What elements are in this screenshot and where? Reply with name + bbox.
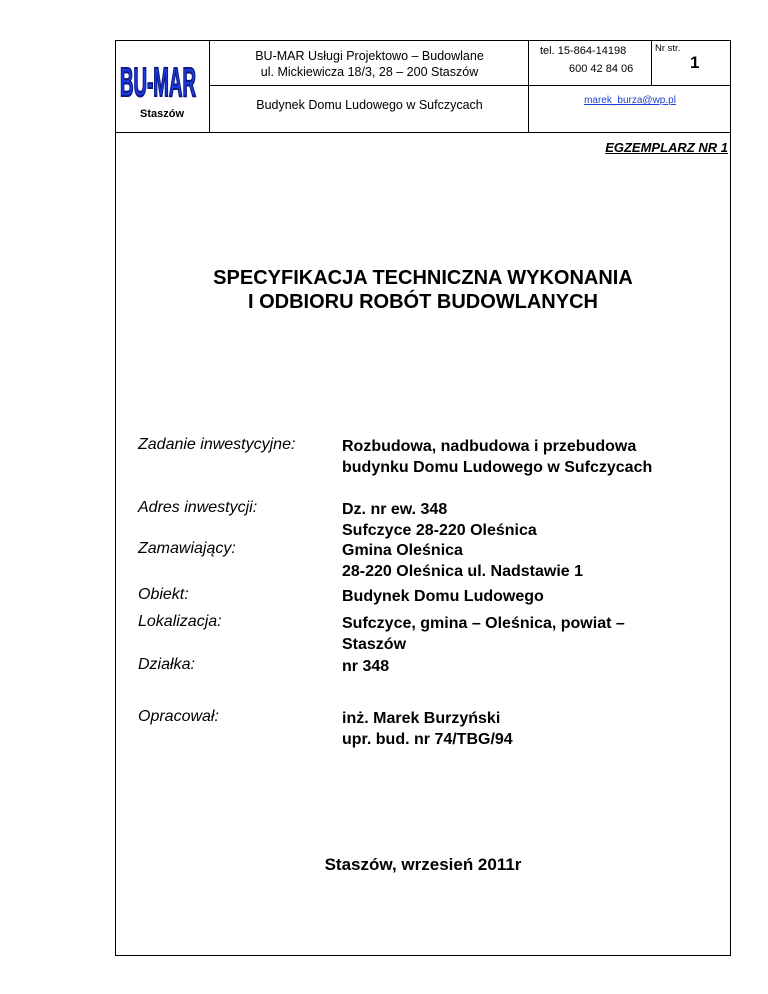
company-info: [212, 48, 527, 80]
place-date: Staszów, wrzesień 2011r: [324, 855, 522, 874]
company-address: ul. Mickiewicza 18/3, 28 – 200 Staszów: [260, 65, 479, 79]
field-label: Obiekt:: [138, 586, 189, 603]
header-divider: [528, 40, 529, 133]
field-value-line: Sufczyce, gmina – Oleśnica, powiat –: [342, 615, 625, 632]
field-value: [342, 656, 389, 677]
header-divider: [651, 40, 652, 85]
title-line-1: SPECYFIKACJA TECHNICZNA WYKONANIA: [213, 267, 633, 289]
logo-text: BU-MAR: [120, 59, 196, 105]
header-divider: [209, 40, 210, 133]
page-frame: [115, 40, 731, 956]
field-value-line: Rozbudowa, nadbudowa i przebudowa: [342, 438, 637, 455]
field-value-line: Budynek Domu Ludowego: [342, 588, 544, 605]
bu-mar-logo: [117, 58, 199, 108]
building-name: Budynek Domu Ludowego w Sufczycach: [256, 98, 483, 112]
field-label: Adres inwestycji:: [138, 499, 258, 516]
field-value-line: Gmina Oleśnica: [342, 542, 463, 559]
title-line-2: I ODBIORU ROBÓT BUDOWLANYCH: [248, 291, 598, 313]
field-value: [342, 586, 544, 607]
field-value-line: inż. Marek Burzyński: [342, 710, 501, 727]
field-value: [342, 540, 583, 582]
company-name: BU-MAR Usługi Projektowo – Budowlane: [255, 49, 484, 63]
field-label: Działka:: [138, 656, 195, 673]
field-value: [342, 613, 625, 655]
field-value-line: nr 348: [342, 658, 390, 675]
field-label: Opracował:: [138, 708, 219, 725]
copy-number: EGZEMPLARZ NR 1: [605, 140, 728, 155]
page-number-label: Nr str.: [655, 43, 681, 54]
field-value-line: Dz. nr ew. 348: [342, 501, 448, 518]
field-label: Zadanie inwestycyjne:: [138, 436, 296, 453]
email-link[interactable]: marek_burza@wp.pl: [584, 95, 676, 106]
field-value-line: upr. bud. nr 74/TBG/94: [342, 731, 513, 748]
field-value: [342, 499, 537, 541]
field-value-line: Staszów: [342, 636, 407, 653]
page-number: 1: [690, 53, 700, 72]
field-value-line: Sufczyce 28-220 Oleśnica: [342, 522, 537, 539]
phone-2: 600 42 84 06: [569, 63, 634, 75]
field-label: Lokalizacja:: [138, 613, 222, 630]
header-divider: [209, 85, 731, 86]
field-label: Zamawiający:: [138, 540, 236, 557]
logo-city: Staszów: [139, 108, 184, 120]
field-value-line: 28-220 Oleśnica ul. Nadstawie 1: [342, 563, 584, 580]
field-value: [342, 708, 513, 750]
field-value: [342, 436, 652, 478]
document-title: [115, 266, 731, 314]
field-value-line: budynku Domu Ludowego w Sufczycach: [342, 459, 653, 476]
phone-1: tel. 15-864-14198: [540, 45, 627, 57]
